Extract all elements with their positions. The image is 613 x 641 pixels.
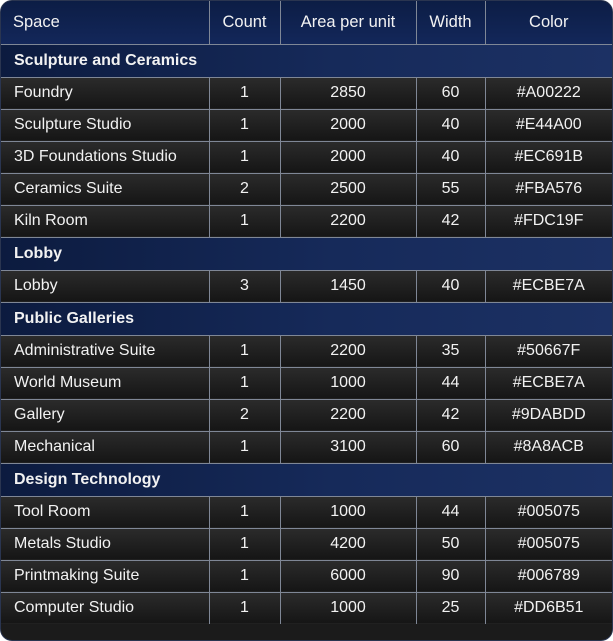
cell-width: 44: [416, 367, 485, 399]
table-row[interactable]: [1, 173, 612, 205]
cell-count: 2: [209, 399, 280, 431]
cell-space: 3D Foundations Studio: [1, 141, 209, 173]
group-title: Design Technology: [1, 463, 612, 496]
cell-width: 40: [416, 109, 485, 141]
cell-space: Ceramics Suite: [1, 173, 209, 205]
cell-space: World Museum: [1, 367, 209, 399]
cell-color: #50667F: [485, 335, 612, 367]
cell-color: #9DABDD: [485, 399, 612, 431]
cell-space: Computer Studio: [1, 592, 209, 624]
cell-area-per-unit: 1000: [280, 592, 416, 624]
cell-area-per-unit: 1450: [280, 270, 416, 302]
cell-area-per-unit: 4200: [280, 528, 416, 560]
cell-color: #006789: [485, 560, 612, 592]
cell-area-per-unit: 2200: [280, 399, 416, 431]
cell-count: 1: [209, 141, 280, 173]
cell-count: 1: [209, 77, 280, 109]
cell-width: 44: [416, 496, 485, 528]
table-row[interactable]: [1, 141, 612, 173]
group-header-row: [1, 463, 612, 496]
cell-space: Kiln Room: [1, 205, 209, 237]
cell-space: Gallery: [1, 399, 209, 431]
table-header-row: [1, 1, 612, 44]
cell-area-per-unit: 2200: [280, 335, 416, 367]
cell-color: #8A8ACB: [485, 431, 612, 463]
cell-count: 3: [209, 270, 280, 302]
cell-width: 40: [416, 270, 485, 302]
cell-color: #005075: [485, 496, 612, 528]
cell-color: #E44A00: [485, 109, 612, 141]
cell-width: 42: [416, 399, 485, 431]
header-color[interactable]: Color: [485, 1, 612, 44]
cell-color: #ECBE7A: [485, 270, 612, 302]
cell-area-per-unit: 2200: [280, 205, 416, 237]
cell-area-per-unit: 6000: [280, 560, 416, 592]
cell-count: 1: [209, 335, 280, 367]
cell-width: 42: [416, 205, 485, 237]
cell-count: 1: [209, 205, 280, 237]
cell-count: 1: [209, 496, 280, 528]
cell-count: 1: [209, 528, 280, 560]
group-header-row: [1, 302, 612, 335]
cell-count: 1: [209, 367, 280, 399]
cell-area-per-unit: 1000: [280, 367, 416, 399]
table-row[interactable]: [1, 205, 612, 237]
group-title: Sculpture and Ceramics: [1, 44, 612, 77]
table-row[interactable]: [1, 496, 612, 528]
cell-width: 25: [416, 592, 485, 624]
cell-color: #EC691B: [485, 141, 612, 173]
cell-space: Printmaking Suite: [1, 560, 209, 592]
group-header-row: [1, 44, 612, 77]
cell-width: 60: [416, 77, 485, 109]
cell-area-per-unit: 1000: [280, 496, 416, 528]
table-row[interactable]: [1, 77, 612, 109]
cell-count: 1: [209, 592, 280, 624]
cell-area-per-unit: 2000: [280, 109, 416, 141]
cell-width: 90: [416, 560, 485, 592]
cell-color: #FBA576: [485, 173, 612, 205]
cell-area-per-unit: 2850: [280, 77, 416, 109]
cell-space: Sculpture Studio: [1, 109, 209, 141]
table-row[interactable]: [1, 270, 612, 302]
group-header-row: [1, 237, 612, 270]
group-title: Lobby: [1, 237, 612, 270]
cell-area-per-unit: 3100: [280, 431, 416, 463]
table-row[interactable]: [1, 109, 612, 141]
header-area-per-unit[interactable]: Area per unit: [280, 1, 416, 44]
cell-space: Mechanical: [1, 431, 209, 463]
table-row[interactable]: [1, 528, 612, 560]
table-row[interactable]: [1, 335, 612, 367]
cell-space: Lobby: [1, 270, 209, 302]
table-row[interactable]: [1, 367, 612, 399]
cell-width: 55: [416, 173, 485, 205]
table-body: [1, 44, 612, 624]
cell-color: #FDC19F: [485, 205, 612, 237]
header-width[interactable]: Width: [416, 1, 485, 44]
cell-count: 2: [209, 173, 280, 205]
header-space[interactable]: Space: [1, 1, 209, 44]
cell-space: Metals Studio: [1, 528, 209, 560]
cell-width: 50: [416, 528, 485, 560]
group-title: Public Galleries: [1, 302, 612, 335]
header-count[interactable]: Count: [209, 1, 280, 44]
cell-color: #A00222: [485, 77, 612, 109]
space-program-table: [1, 1, 612, 624]
cell-space: Administrative Suite: [1, 335, 209, 367]
cell-color: #ECBE7A: [485, 367, 612, 399]
cell-color: #DD6B51: [485, 592, 612, 624]
cell-space: Foundry: [1, 77, 209, 109]
cell-color: #005075: [485, 528, 612, 560]
table-row[interactable]: [1, 592, 612, 624]
cell-count: 1: [209, 109, 280, 141]
table-row[interactable]: [1, 399, 612, 431]
cell-width: 40: [416, 141, 485, 173]
cell-count: 1: [209, 560, 280, 592]
cell-width: 35: [416, 335, 485, 367]
cell-count: 1: [209, 431, 280, 463]
table-row[interactable]: [1, 560, 612, 592]
cell-area-per-unit: 2500: [280, 173, 416, 205]
cell-area-per-unit: 2000: [280, 141, 416, 173]
cell-space: Tool Room: [1, 496, 209, 528]
cell-width: 60: [416, 431, 485, 463]
table-row[interactable]: [1, 431, 612, 463]
